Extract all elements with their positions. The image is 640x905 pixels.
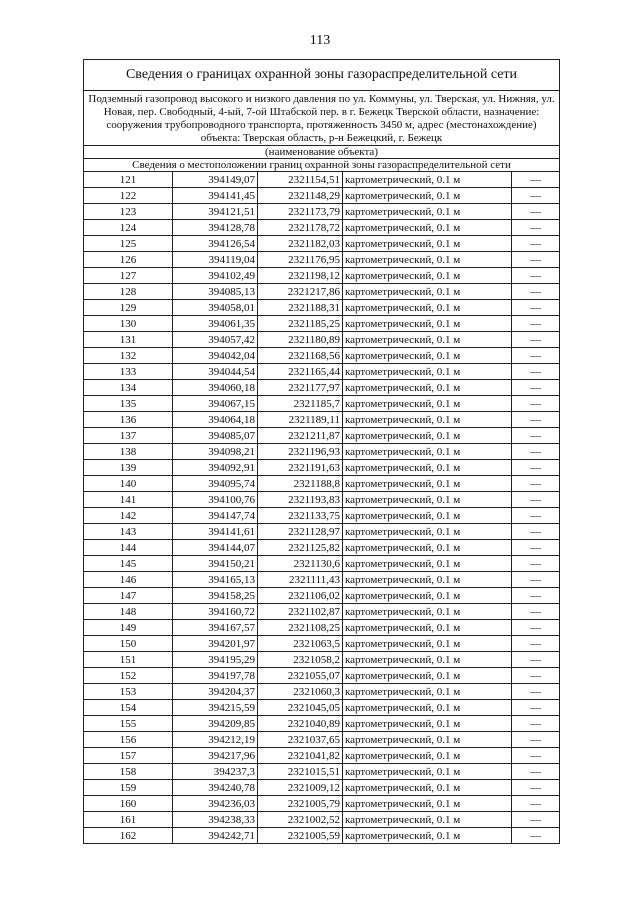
coordinate-y-cell: 2321055,07 bbox=[258, 668, 343, 684]
method-accuracy-cell: картометрический, 0.1 м bbox=[343, 572, 512, 588]
method-accuracy-cell: картометрический, 0.1 м bbox=[343, 172, 512, 188]
coordinate-y-cell: 2321130,6 bbox=[258, 556, 343, 572]
point-number-cell: 158 bbox=[84, 764, 173, 780]
method-accuracy-cell: картометрический, 0.1 м bbox=[343, 684, 512, 700]
table-row bbox=[84, 204, 559, 220]
description-cell: — bbox=[512, 460, 560, 476]
coordinate-y-cell: 2321182,03 bbox=[258, 236, 343, 252]
coordinate-x-cell: 394098,21 bbox=[173, 444, 258, 460]
coordinate-x-cell: 394141,45 bbox=[173, 188, 258, 204]
description-cell: — bbox=[512, 524, 560, 540]
table-row bbox=[84, 748, 559, 764]
point-number-cell: 154 bbox=[84, 700, 173, 716]
table-row bbox=[84, 444, 559, 460]
description-cell: — bbox=[512, 652, 560, 668]
method-accuracy-cell: картометрический, 0.1 м bbox=[343, 492, 512, 508]
coordinate-x-cell: 394197,78 bbox=[173, 668, 258, 684]
table-row bbox=[84, 284, 559, 300]
point-number-cell: 122 bbox=[84, 188, 173, 204]
object-description: Подземный газопровод высокого и низкого давления по ул. Коммуны, ул. Тверская, ул. Нижняя, ул. Новая, пер. Свободный, 4-ый, 7-ой Штабской пер. в г. Бежецк Тверской области, назначение: сооружения трубопроводного транспорта, протяженность 3450 м, адрес (местонахождение) объекта: Тверская область, р-н Бежецкий, г. Бежецк bbox=[84, 91, 559, 146]
coordinates-table-body bbox=[84, 172, 559, 843]
description-cell: — bbox=[512, 588, 560, 604]
table-row bbox=[84, 604, 559, 620]
page-number: 113 bbox=[309, 33, 331, 48]
coordinate-y-cell: 2321148,29 bbox=[258, 188, 343, 204]
description-cell: — bbox=[512, 700, 560, 716]
coordinate-y-cell: 2321005,59 bbox=[258, 828, 343, 844]
description-cell: — bbox=[512, 300, 560, 316]
coordinate-x-cell: 394067,15 bbox=[173, 396, 258, 412]
coordinate-x-cell: 394242,71 bbox=[173, 828, 258, 844]
method-accuracy-cell: картометрический, 0.1 м bbox=[343, 796, 512, 812]
table-row bbox=[84, 684, 559, 700]
location-heading: Сведения о местоположении границ охранной зоны газораспределительной сети bbox=[84, 159, 559, 172]
point-number-cell: 135 bbox=[84, 396, 173, 412]
coordinate-x-cell: 394209,85 bbox=[173, 716, 258, 732]
method-accuracy-cell: картометрический, 0.1 м bbox=[343, 412, 512, 428]
method-accuracy-cell: картометрический, 0.1 м bbox=[343, 476, 512, 492]
coordinate-x-cell: 394141,61 bbox=[173, 524, 258, 540]
point-number-cell: 152 bbox=[84, 668, 173, 684]
table-row bbox=[84, 428, 559, 444]
method-accuracy-cell: картометрический, 0.1 м bbox=[343, 348, 512, 364]
method-accuracy-cell: картометрический, 0.1 м bbox=[343, 300, 512, 316]
coordinate-x-cell: 394167,57 bbox=[173, 620, 258, 636]
description-cell: — bbox=[512, 444, 560, 460]
description-cell: — bbox=[512, 812, 560, 828]
coordinate-y-cell: 2321188,8 bbox=[258, 476, 343, 492]
method-accuracy-cell: картометрический, 0.1 м bbox=[343, 636, 512, 652]
coordinate-x-cell: 394061,35 bbox=[173, 316, 258, 332]
table-row bbox=[84, 732, 559, 748]
point-number-cell: 141 bbox=[84, 492, 173, 508]
point-number-cell: 150 bbox=[84, 636, 173, 652]
description-cell: — bbox=[512, 780, 560, 796]
table-row bbox=[84, 172, 559, 188]
coordinate-x-cell: 394119,04 bbox=[173, 252, 258, 268]
description-cell: — bbox=[512, 476, 560, 492]
table-row bbox=[84, 492, 559, 508]
description-cell: — bbox=[512, 364, 560, 380]
description-cell: — bbox=[512, 508, 560, 524]
coordinate-x-cell: 394042,04 bbox=[173, 348, 258, 364]
coordinate-y-cell: 2321165,44 bbox=[258, 364, 343, 380]
coordinate-y-cell: 2321217,86 bbox=[258, 284, 343, 300]
coordinate-x-cell: 394217,96 bbox=[173, 748, 258, 764]
coordinate-y-cell: 2321045,05 bbox=[258, 700, 343, 716]
description-cell: — bbox=[512, 636, 560, 652]
coordinate-y-cell: 2321015,51 bbox=[258, 764, 343, 780]
description-cell: — bbox=[512, 412, 560, 428]
method-accuracy-cell: картометрический, 0.1 м bbox=[343, 524, 512, 540]
method-accuracy-cell: картометрический, 0.1 м bbox=[343, 700, 512, 716]
description-cell: — bbox=[512, 668, 560, 684]
coordinate-x-cell: 394095,74 bbox=[173, 476, 258, 492]
table-row bbox=[84, 620, 559, 636]
coordinate-y-cell: 2321058,2 bbox=[258, 652, 343, 668]
description-cell: — bbox=[512, 236, 560, 252]
coordinate-x-cell: 394238,33 bbox=[173, 812, 258, 828]
coordinate-y-cell: 2321168,56 bbox=[258, 348, 343, 364]
coordinate-y-cell: 2321185,7 bbox=[258, 396, 343, 412]
point-number-cell: 156 bbox=[84, 732, 173, 748]
point-number-cell: 159 bbox=[84, 780, 173, 796]
description-cell: — bbox=[512, 204, 560, 220]
point-number-cell: 148 bbox=[84, 604, 173, 620]
coordinate-x-cell: 394058,01 bbox=[173, 300, 258, 316]
point-number-cell: 127 bbox=[84, 268, 173, 284]
coordinate-y-cell: 2321108,25 bbox=[258, 620, 343, 636]
method-accuracy-cell: картометрический, 0.1 м bbox=[343, 396, 512, 412]
coordinate-y-cell: 2321198,12 bbox=[258, 268, 343, 284]
coordinate-x-cell: 394150,21 bbox=[173, 556, 258, 572]
description-cell: — bbox=[512, 684, 560, 700]
method-accuracy-cell: картометрический, 0.1 м bbox=[343, 716, 512, 732]
coordinate-y-cell: 2321177,97 bbox=[258, 380, 343, 396]
point-number-cell: 124 bbox=[84, 220, 173, 236]
table-row bbox=[84, 668, 559, 684]
method-accuracy-cell: картометрический, 0.1 м bbox=[343, 428, 512, 444]
point-number-cell: 161 bbox=[84, 812, 173, 828]
table-row bbox=[84, 220, 559, 236]
coordinate-y-cell: 2321002,52 bbox=[258, 812, 343, 828]
coordinate-x-cell: 394149,07 bbox=[173, 172, 258, 188]
description-cell: — bbox=[512, 428, 560, 444]
coordinate-y-cell: 2321005,79 bbox=[258, 796, 343, 812]
method-accuracy-cell: картометрический, 0.1 м bbox=[343, 332, 512, 348]
point-number-cell: 123 bbox=[84, 204, 173, 220]
coordinate-y-cell: 2321180,89 bbox=[258, 332, 343, 348]
method-accuracy-cell: картометрический, 0.1 м bbox=[343, 460, 512, 476]
coordinate-y-cell: 2321009,12 bbox=[258, 780, 343, 796]
point-number-cell: 142 bbox=[84, 508, 173, 524]
description-cell: — bbox=[512, 172, 560, 188]
description-cell: — bbox=[512, 316, 560, 332]
coordinate-x-cell: 394044,54 bbox=[173, 364, 258, 380]
method-accuracy-cell: картометрический, 0.1 м bbox=[343, 812, 512, 828]
method-accuracy-cell: картометрический, 0.1 м bbox=[343, 620, 512, 636]
table-row bbox=[84, 636, 559, 652]
coordinate-x-cell: 394092,91 bbox=[173, 460, 258, 476]
method-accuracy-cell: картометрический, 0.1 м bbox=[343, 284, 512, 300]
coordinate-y-cell: 2321102,87 bbox=[258, 604, 343, 620]
description-cell: — bbox=[512, 604, 560, 620]
coordinate-y-cell: 2321040,89 bbox=[258, 716, 343, 732]
object-name-note: (наименование объекта) bbox=[84, 146, 559, 159]
coordinate-x-cell: 394085,13 bbox=[173, 284, 258, 300]
coordinate-x-cell: 394064,18 bbox=[173, 412, 258, 428]
point-number-cell: 149 bbox=[84, 620, 173, 636]
description-cell: — bbox=[512, 572, 560, 588]
description-cell: — bbox=[512, 220, 560, 236]
method-accuracy-cell: картометрический, 0.1 м bbox=[343, 828, 512, 844]
description-cell: — bbox=[512, 748, 560, 764]
coordinate-y-cell: 2321154,51 bbox=[258, 172, 343, 188]
method-accuracy-cell: картометрический, 0.1 м bbox=[343, 364, 512, 380]
coordinate-y-cell: 2321185,25 bbox=[258, 316, 343, 332]
method-accuracy-cell: картометрический, 0.1 м bbox=[343, 668, 512, 684]
point-number-cell: 136 bbox=[84, 412, 173, 428]
description-cell: — bbox=[512, 620, 560, 636]
method-accuracy-cell: картометрический, 0.1 м bbox=[343, 220, 512, 236]
point-number-cell: 145 bbox=[84, 556, 173, 572]
coordinate-x-cell: 394121,51 bbox=[173, 204, 258, 220]
coordinate-y-cell: 2321211,87 bbox=[258, 428, 343, 444]
point-number-cell: 162 bbox=[84, 828, 173, 844]
method-accuracy-cell: картометрический, 0.1 м bbox=[343, 268, 512, 284]
description-cell: — bbox=[512, 764, 560, 780]
table-row bbox=[84, 780, 559, 796]
coordinate-x-cell: 394237,3 bbox=[173, 764, 258, 780]
method-accuracy-cell: картометрический, 0.1 м bbox=[343, 380, 512, 396]
point-number-cell: 134 bbox=[84, 380, 173, 396]
method-accuracy-cell: картометрический, 0.1 м bbox=[343, 604, 512, 620]
table-row bbox=[84, 300, 559, 316]
table-row bbox=[84, 236, 559, 252]
coordinate-x-cell: 394057,42 bbox=[173, 332, 258, 348]
coordinate-x-cell: 394147,74 bbox=[173, 508, 258, 524]
table-row bbox=[84, 572, 559, 588]
coordinate-x-cell: 394212,19 bbox=[173, 732, 258, 748]
description-cell: — bbox=[512, 188, 560, 204]
table-row bbox=[84, 796, 559, 812]
boundary-info-sheet bbox=[83, 59, 560, 844]
method-accuracy-cell: картометрический, 0.1 м bbox=[343, 188, 512, 204]
coordinate-y-cell: 2321189,11 bbox=[258, 412, 343, 428]
coordinate-x-cell: 394201,97 bbox=[173, 636, 258, 652]
method-accuracy-cell: картометрический, 0.1 м bbox=[343, 780, 512, 796]
coordinate-y-cell: 2321196,93 bbox=[258, 444, 343, 460]
method-accuracy-cell: картометрический, 0.1 м bbox=[343, 316, 512, 332]
table-row bbox=[84, 460, 559, 476]
method-accuracy-cell: картометрический, 0.1 м bbox=[343, 252, 512, 268]
point-number-cell: 143 bbox=[84, 524, 173, 540]
coordinate-x-cell: 394060,18 bbox=[173, 380, 258, 396]
coordinate-x-cell: 394144,07 bbox=[173, 540, 258, 556]
coordinate-x-cell: 394126,54 bbox=[173, 236, 258, 252]
coordinate-y-cell: 2321176,95 bbox=[258, 252, 343, 268]
point-number-cell: 160 bbox=[84, 796, 173, 812]
coordinate-y-cell: 2321191,63 bbox=[258, 460, 343, 476]
description-cell: — bbox=[512, 348, 560, 364]
coordinate-y-cell: 2321178,72 bbox=[258, 220, 343, 236]
table-row bbox=[84, 396, 559, 412]
coordinate-x-cell: 394160,72 bbox=[173, 604, 258, 620]
document-title: Сведения о границах охранной зоны газораспределительной сети bbox=[84, 60, 559, 91]
coordinate-x-cell: 394158,25 bbox=[173, 588, 258, 604]
coordinate-y-cell: 2321173,79 bbox=[258, 204, 343, 220]
point-number-cell: 137 bbox=[84, 428, 173, 444]
point-number-cell: 129 bbox=[84, 300, 173, 316]
point-number-cell: 146 bbox=[84, 572, 173, 588]
point-number-cell: 132 bbox=[84, 348, 173, 364]
coordinate-x-cell: 394195,29 bbox=[173, 652, 258, 668]
method-accuracy-cell: картометрический, 0.1 м bbox=[343, 236, 512, 252]
table-row bbox=[84, 524, 559, 540]
table-row bbox=[84, 412, 559, 428]
coordinate-x-cell: 394085,07 bbox=[173, 428, 258, 444]
method-accuracy-cell: картометрический, 0.1 м bbox=[343, 444, 512, 460]
table-row bbox=[84, 700, 559, 716]
method-accuracy-cell: картометрический, 0.1 м bbox=[343, 588, 512, 604]
table-row bbox=[84, 556, 559, 572]
description-cell: — bbox=[512, 396, 560, 412]
description-cell: — bbox=[512, 492, 560, 508]
point-number-cell: 147 bbox=[84, 588, 173, 604]
coordinate-y-cell: 2321188,31 bbox=[258, 300, 343, 316]
point-number-cell: 131 bbox=[84, 332, 173, 348]
description-cell: — bbox=[512, 284, 560, 300]
point-number-cell: 153 bbox=[84, 684, 173, 700]
method-accuracy-cell: картометрический, 0.1 м bbox=[343, 764, 512, 780]
table-row bbox=[84, 188, 559, 204]
table-row bbox=[84, 268, 559, 284]
coordinate-x-cell: 394240,78 bbox=[173, 780, 258, 796]
point-number-cell: 128 bbox=[84, 284, 173, 300]
point-number-cell: 144 bbox=[84, 540, 173, 556]
point-number-cell: 130 bbox=[84, 316, 173, 332]
table-row bbox=[84, 716, 559, 732]
coordinate-y-cell: 2321037,65 bbox=[258, 732, 343, 748]
table-row bbox=[84, 332, 559, 348]
method-accuracy-cell: картометрический, 0.1 м bbox=[343, 652, 512, 668]
description-cell: — bbox=[512, 252, 560, 268]
description-cell: — bbox=[512, 380, 560, 396]
coordinate-y-cell: 2321063,5 bbox=[258, 636, 343, 652]
table-row bbox=[84, 316, 559, 332]
table-row bbox=[84, 252, 559, 268]
method-accuracy-cell: картометрический, 0.1 м bbox=[343, 732, 512, 748]
table-row bbox=[84, 812, 559, 828]
coordinate-y-cell: 2321193,83 bbox=[258, 492, 343, 508]
coordinate-x-cell: 394100,76 bbox=[173, 492, 258, 508]
coordinate-x-cell: 394236,03 bbox=[173, 796, 258, 812]
description-cell: — bbox=[512, 716, 560, 732]
table-row bbox=[84, 828, 559, 844]
coordinate-y-cell: 2321106,02 bbox=[258, 588, 343, 604]
coordinate-y-cell: 2321060,3 bbox=[258, 684, 343, 700]
point-number-cell: 138 bbox=[84, 444, 173, 460]
description-cell: — bbox=[512, 332, 560, 348]
method-accuracy-cell: картометрический, 0.1 м bbox=[343, 748, 512, 764]
coordinate-x-cell: 394128,78 bbox=[173, 220, 258, 236]
point-number-cell: 155 bbox=[84, 716, 173, 732]
table-row bbox=[84, 380, 559, 396]
method-accuracy-cell: картометрический, 0.1 м bbox=[343, 508, 512, 524]
method-accuracy-cell: картометрический, 0.1 м bbox=[343, 540, 512, 556]
coordinates-table bbox=[84, 172, 559, 843]
table-row bbox=[84, 764, 559, 780]
coordinate-x-cell: 394215,59 bbox=[173, 700, 258, 716]
coordinate-x-cell: 394102,49 bbox=[173, 268, 258, 284]
coordinate-x-cell: 394204,37 bbox=[173, 684, 258, 700]
point-number-cell: 157 bbox=[84, 748, 173, 764]
point-number-cell: 125 bbox=[84, 236, 173, 252]
table-row bbox=[84, 476, 559, 492]
table-row bbox=[84, 588, 559, 604]
table-row bbox=[84, 540, 559, 556]
description-cell: — bbox=[512, 732, 560, 748]
description-cell: — bbox=[512, 556, 560, 572]
point-number-cell: 121 bbox=[84, 172, 173, 188]
point-number-cell: 139 bbox=[84, 460, 173, 476]
table-row bbox=[84, 508, 559, 524]
point-number-cell: 133 bbox=[84, 364, 173, 380]
table-row bbox=[84, 652, 559, 668]
method-accuracy-cell: картометрический, 0.1 м bbox=[343, 204, 512, 220]
coordinate-y-cell: 2321125,82 bbox=[258, 540, 343, 556]
coordinate-y-cell: 2321128,97 bbox=[258, 524, 343, 540]
description-cell: — bbox=[512, 268, 560, 284]
point-number-cell: 126 bbox=[84, 252, 173, 268]
description-cell: — bbox=[512, 828, 560, 844]
coordinate-y-cell: 2321111,43 bbox=[258, 572, 343, 588]
coordinate-x-cell: 394165,13 bbox=[173, 572, 258, 588]
table-row bbox=[84, 364, 559, 380]
point-number-cell: 140 bbox=[84, 476, 173, 492]
coordinate-y-cell: 2321133,75 bbox=[258, 508, 343, 524]
description-cell: — bbox=[512, 540, 560, 556]
point-number-cell: 151 bbox=[84, 652, 173, 668]
table-row bbox=[84, 348, 559, 364]
description-cell: — bbox=[512, 796, 560, 812]
coordinate-y-cell: 2321041,82 bbox=[258, 748, 343, 764]
method-accuracy-cell: картометрический, 0.1 м bbox=[343, 556, 512, 572]
